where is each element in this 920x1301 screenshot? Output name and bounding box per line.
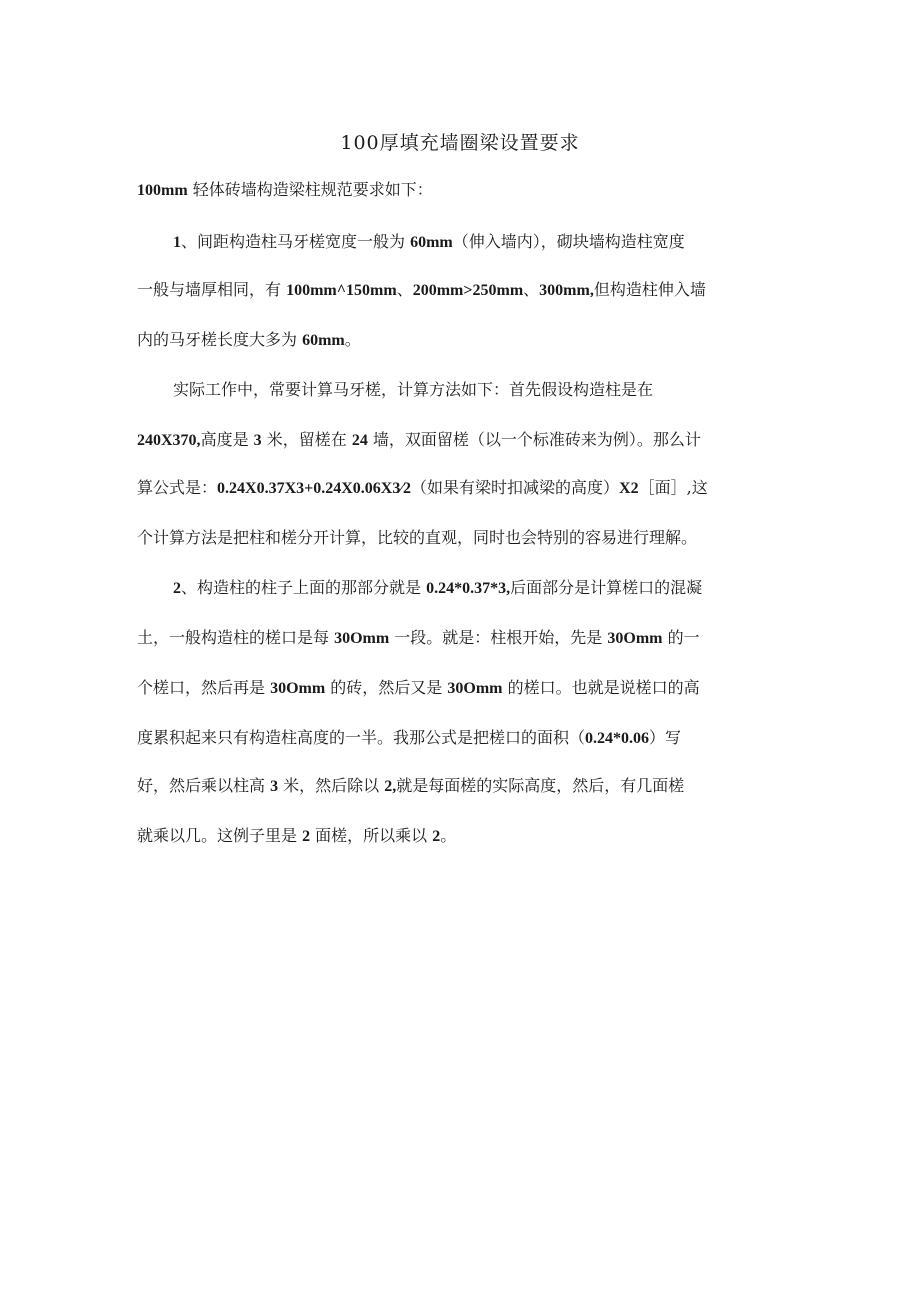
p2-l2-t3: 墙，双面留槎（以一个标准砖来为例）。那么计: [367, 430, 701, 449]
p3-l3-b1: 30Omm: [270, 680, 326, 697]
p3-l2-t1: 土，一般构造柱的槎口是每: [137, 628, 335, 647]
p3-l4-t1: 度累积起来只有构造柱高度的一半。我那公式是把槎口的面积（: [137, 728, 586, 747]
p1-l2-b3: 300mm,: [539, 282, 594, 299]
p3-l3-t1: 个槎口，然后再是: [137, 678, 271, 697]
p1-l3-t1: 内的马牙槎长度大多为: [137, 330, 303, 349]
p2-l3-b2: X2: [619, 480, 639, 497]
p3-line-5: [137, 774, 684, 799]
p3-l4-b1: 0.24*0.06: [585, 730, 650, 747]
p3-l2-b2: 30Omm: [607, 630, 663, 647]
p3-l5-t3: 就是每面槎的实际高度，然后，有几面槎: [396, 776, 685, 795]
p1-line-3: [137, 328, 361, 353]
p1-l1-b1: 1: [173, 234, 181, 251]
p3-l1-b2: 0.24*0.37*3,: [426, 580, 511, 597]
p3-l6-b1: 2: [302, 828, 311, 845]
p3-l3-b2: 30Omm: [447, 680, 503, 697]
p2-line-4: [137, 526, 697, 550]
intro-bold-1: 100mm: [137, 182, 188, 199]
p3-l5-b1: 3: [270, 778, 279, 795]
p1-l3-t2: 。: [344, 330, 361, 349]
intro-text-1: 轻体砖墙构造梁柱规范要求如下：: [187, 180, 433, 199]
intro-line: [137, 178, 433, 203]
p1-l1-t1: 、间距构造柱马牙槎宽度一般为: [181, 232, 411, 251]
p1-l2-b1: 100mm^150mm: [286, 282, 397, 299]
p1-l2-b2: 200mm>250mm: [412, 282, 524, 299]
p1-l2-t3: 、: [523, 280, 540, 299]
p2-line-2: [137, 428, 701, 453]
p2-l1-t1: 实际工作中，常要计算马牙槎，计算方法如下：首先假设构造柱是在: [173, 380, 654, 399]
p3-l1-b1: 2: [173, 580, 181, 597]
p1-l2-t1: 一般与墙厚相同，有: [137, 280, 287, 299]
p1-l3-b1: 60mm: [302, 332, 345, 349]
p1-l2-t2: 、: [396, 280, 413, 299]
p2-l3-b1: 0.24X0.37X3+0.24X0.06X3⁄2: [217, 480, 412, 497]
p1-line-1: [173, 230, 685, 255]
p3-l5-t2: 米，然后除以: [278, 776, 385, 795]
p3-l6-b2: 2: [432, 828, 441, 845]
p1-line-2: [137, 278, 706, 303]
p2-l2-b1: 240X370,: [137, 432, 201, 449]
p3-l6-t3: 。: [440, 826, 457, 845]
p2-line-3: [137, 476, 708, 501]
p2-line-1: [173, 378, 653, 402]
p1-l2-t4: 但构造柱伸入墙: [593, 280, 706, 299]
p3-l5-t1: 好，然后乘以柱高: [137, 776, 271, 795]
p3-l3-t3: 的槎口。也就是说槎口的高: [502, 678, 700, 697]
p2-l2-b3: 24: [351, 432, 368, 449]
p2-l3-t1: 算公式是：: [137, 478, 218, 497]
p2-l3-t2: （如果有梁时扣减梁的高度）: [411, 478, 620, 497]
p3-l2-t3: 的一: [662, 628, 700, 647]
p3-l4-t2: ）写: [649, 728, 682, 747]
p3-line-4: [137, 726, 681, 751]
p3-l1-t1: 、构造柱的柱子上面的那部分就是: [181, 578, 427, 597]
p3-l2-t2: 一段。就是：柱根开始，先是: [389, 628, 608, 647]
p1-l1-b2: 60mm: [410, 234, 453, 251]
p3-l3-t2: 的砖，然后又是: [325, 678, 448, 697]
document-title: 100厚填充墙圈梁设置要求: [340, 132, 580, 154]
p2-l2-t2: 米，留槎在: [261, 430, 352, 449]
p3-line-2: [137, 626, 700, 651]
p2-l2-b2: 3: [253, 432, 262, 449]
p3-line-6: [137, 824, 456, 849]
p2-l4-t1: 个计算方法是把柱和槎分开计算，比较的直观，同时也会特别的容易进行理解。: [137, 528, 698, 547]
p2-l2-t1: 高度是: [200, 430, 254, 449]
p1-l1-t2: （伸入墙内），砌块墙构造柱宽度: [452, 232, 685, 251]
p3-line-3: [137, 676, 700, 701]
p3-line-1: [173, 576, 702, 601]
p2-l3-t3: ［面］,这: [638, 478, 708, 497]
p3-l5-b2: 2,: [384, 778, 397, 795]
p3-l6-t2: 面槎，所以乘以: [310, 826, 433, 845]
p3-l1-t2: 后面部分是计算槎口的混凝: [510, 578, 703, 597]
p3-l6-t1: 就乘以几。这例子里是: [137, 826, 303, 845]
p3-l2-b1: 30Omm: [334, 630, 390, 647]
